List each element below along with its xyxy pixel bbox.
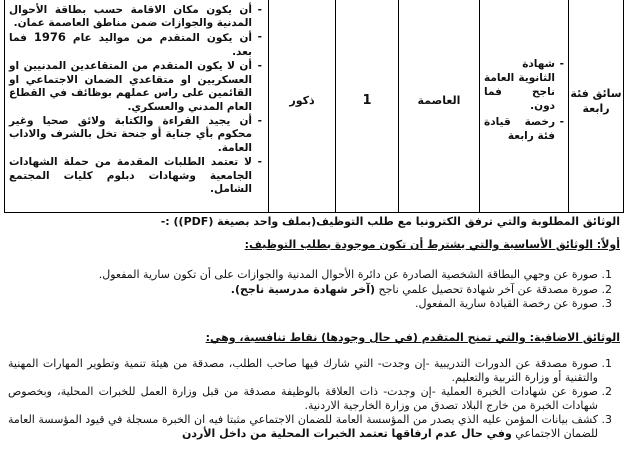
list-item: - شهادة الثانوية العامة ناجح فما دون. [484,57,564,113]
extra-documents-heading: الوثائق الاضافية: والتي تمنح المتقدم (في حال وجودها) نقاط تنافسية، وهي: [205,331,620,344]
vacancy-count: 1 [362,93,372,108]
basic-documents-heading: أولاً: الوثائق الأساسية والتي يشترط أن تكون موجودة بطلب التوظيف: [244,238,620,251]
list-item [9,31,262,59]
birth-year-suffix: فما بعد. [9,32,252,58]
list-item: - أن يجيد القراءة والكتابة ولائق صحيا وغير محكوم بأي جناية أو جنحة تخل بالشرف والاداب العامة. [9,115,262,155]
list-item: - أن لا يكون المتقدم من المتقاعدين المدنيين او العسكريين او متقاعدي الضمان الاجتماعي او القائمين على راس عملهم بوظائف في القطاع العام المدني والعسكري. [9,60,262,114]
list-item: 3. صورة عن رخصة القيادة سارية المفعول. [414,297,612,310]
documents-heading-section [8,215,620,229]
basic-documents-section [8,238,620,312]
documents-heading: الوثائق المطلوبة والتي ترفق الكترونيا مع طلب التوظيف(بملف واحد بصيغة (PDF)) :- [160,215,620,228]
table-row [5,0,624,213]
birth-year-text: أن يكون المتقدم من مواليد عام [72,32,253,45]
conditions-list [9,4,262,197]
gender-cell [269,0,336,213]
city-cell [399,0,480,213]
list-item: - رخصة قيادة فئة رابعة [484,115,564,143]
list-item: 2. صورة مصدقة عن آخر شهادة تحصيل علمي ناجح (آخر شهادة مدرسية ناجح). [230,282,612,296]
conditions-cell [5,0,269,213]
qualifications-list [484,57,564,143]
extra-documents-list [8,357,620,440]
count-cell [336,0,399,213]
list-item: - لا تعتمد الطلبات المقدمة من حملة الشهادات الجامعية وشهادات دبلوم كليات المجتمع الشامل. [9,156,262,196]
list-item: 1. صورة مصدقة عن الدورات التدريبية -إن وجدت- التي شارك فيها صاحب الطلب، مصدقة من هيئة تنمية وتطوير المهارات المهنية والتقنية أو وزارة التربية والتعليم. [8,357,612,384]
city: العاصمة [417,94,461,107]
extra-documents-section [8,331,620,441]
list-item: 2. صورة عن شهادات الخبرة العملية -إن وجدت- ذات العلاقة بالوظيفة مصدقة من قبل وزارة العمل للخبرات المحلية، وبخصوص شهادات الخبرة من خارج البلاد تصدق من وزارة الخارجية الاردنية. [8,385,612,412]
basic-documents-list [8,268,620,311]
gender: ذكور [289,94,315,107]
birth-year: 1976 [33,30,66,45]
job-table [4,0,624,213]
job-title-cell [569,0,624,213]
list-item: 3. كشف بيانات المؤمن عليه الذي يصدر من المؤسسة العامة للضمان الاجتماعي مثبتا فيه ان الخبرة مسجلة في قيود المؤسسة العامة للضمان الاجتماعي وفي حال عدم ارفاقها تعتمد الخبرات المحلية من داخل الأردن [8,413,612,440]
job-title: سائق فئة رابعة [570,86,622,115]
qualifications-cell [480,0,569,213]
list-item: 1. صورة عن وجهي البطاقة الشخصية الصادرة عن دائرة الأحوال المدنية والجوازات على أن تكون سارية المفعول. [98,268,612,281]
list-item: - أن يكون مكان الاقامة حسب بطاقة الأحوال المدنية والجوازات ضمن مناطق العاصمة عمان. [9,4,262,31]
